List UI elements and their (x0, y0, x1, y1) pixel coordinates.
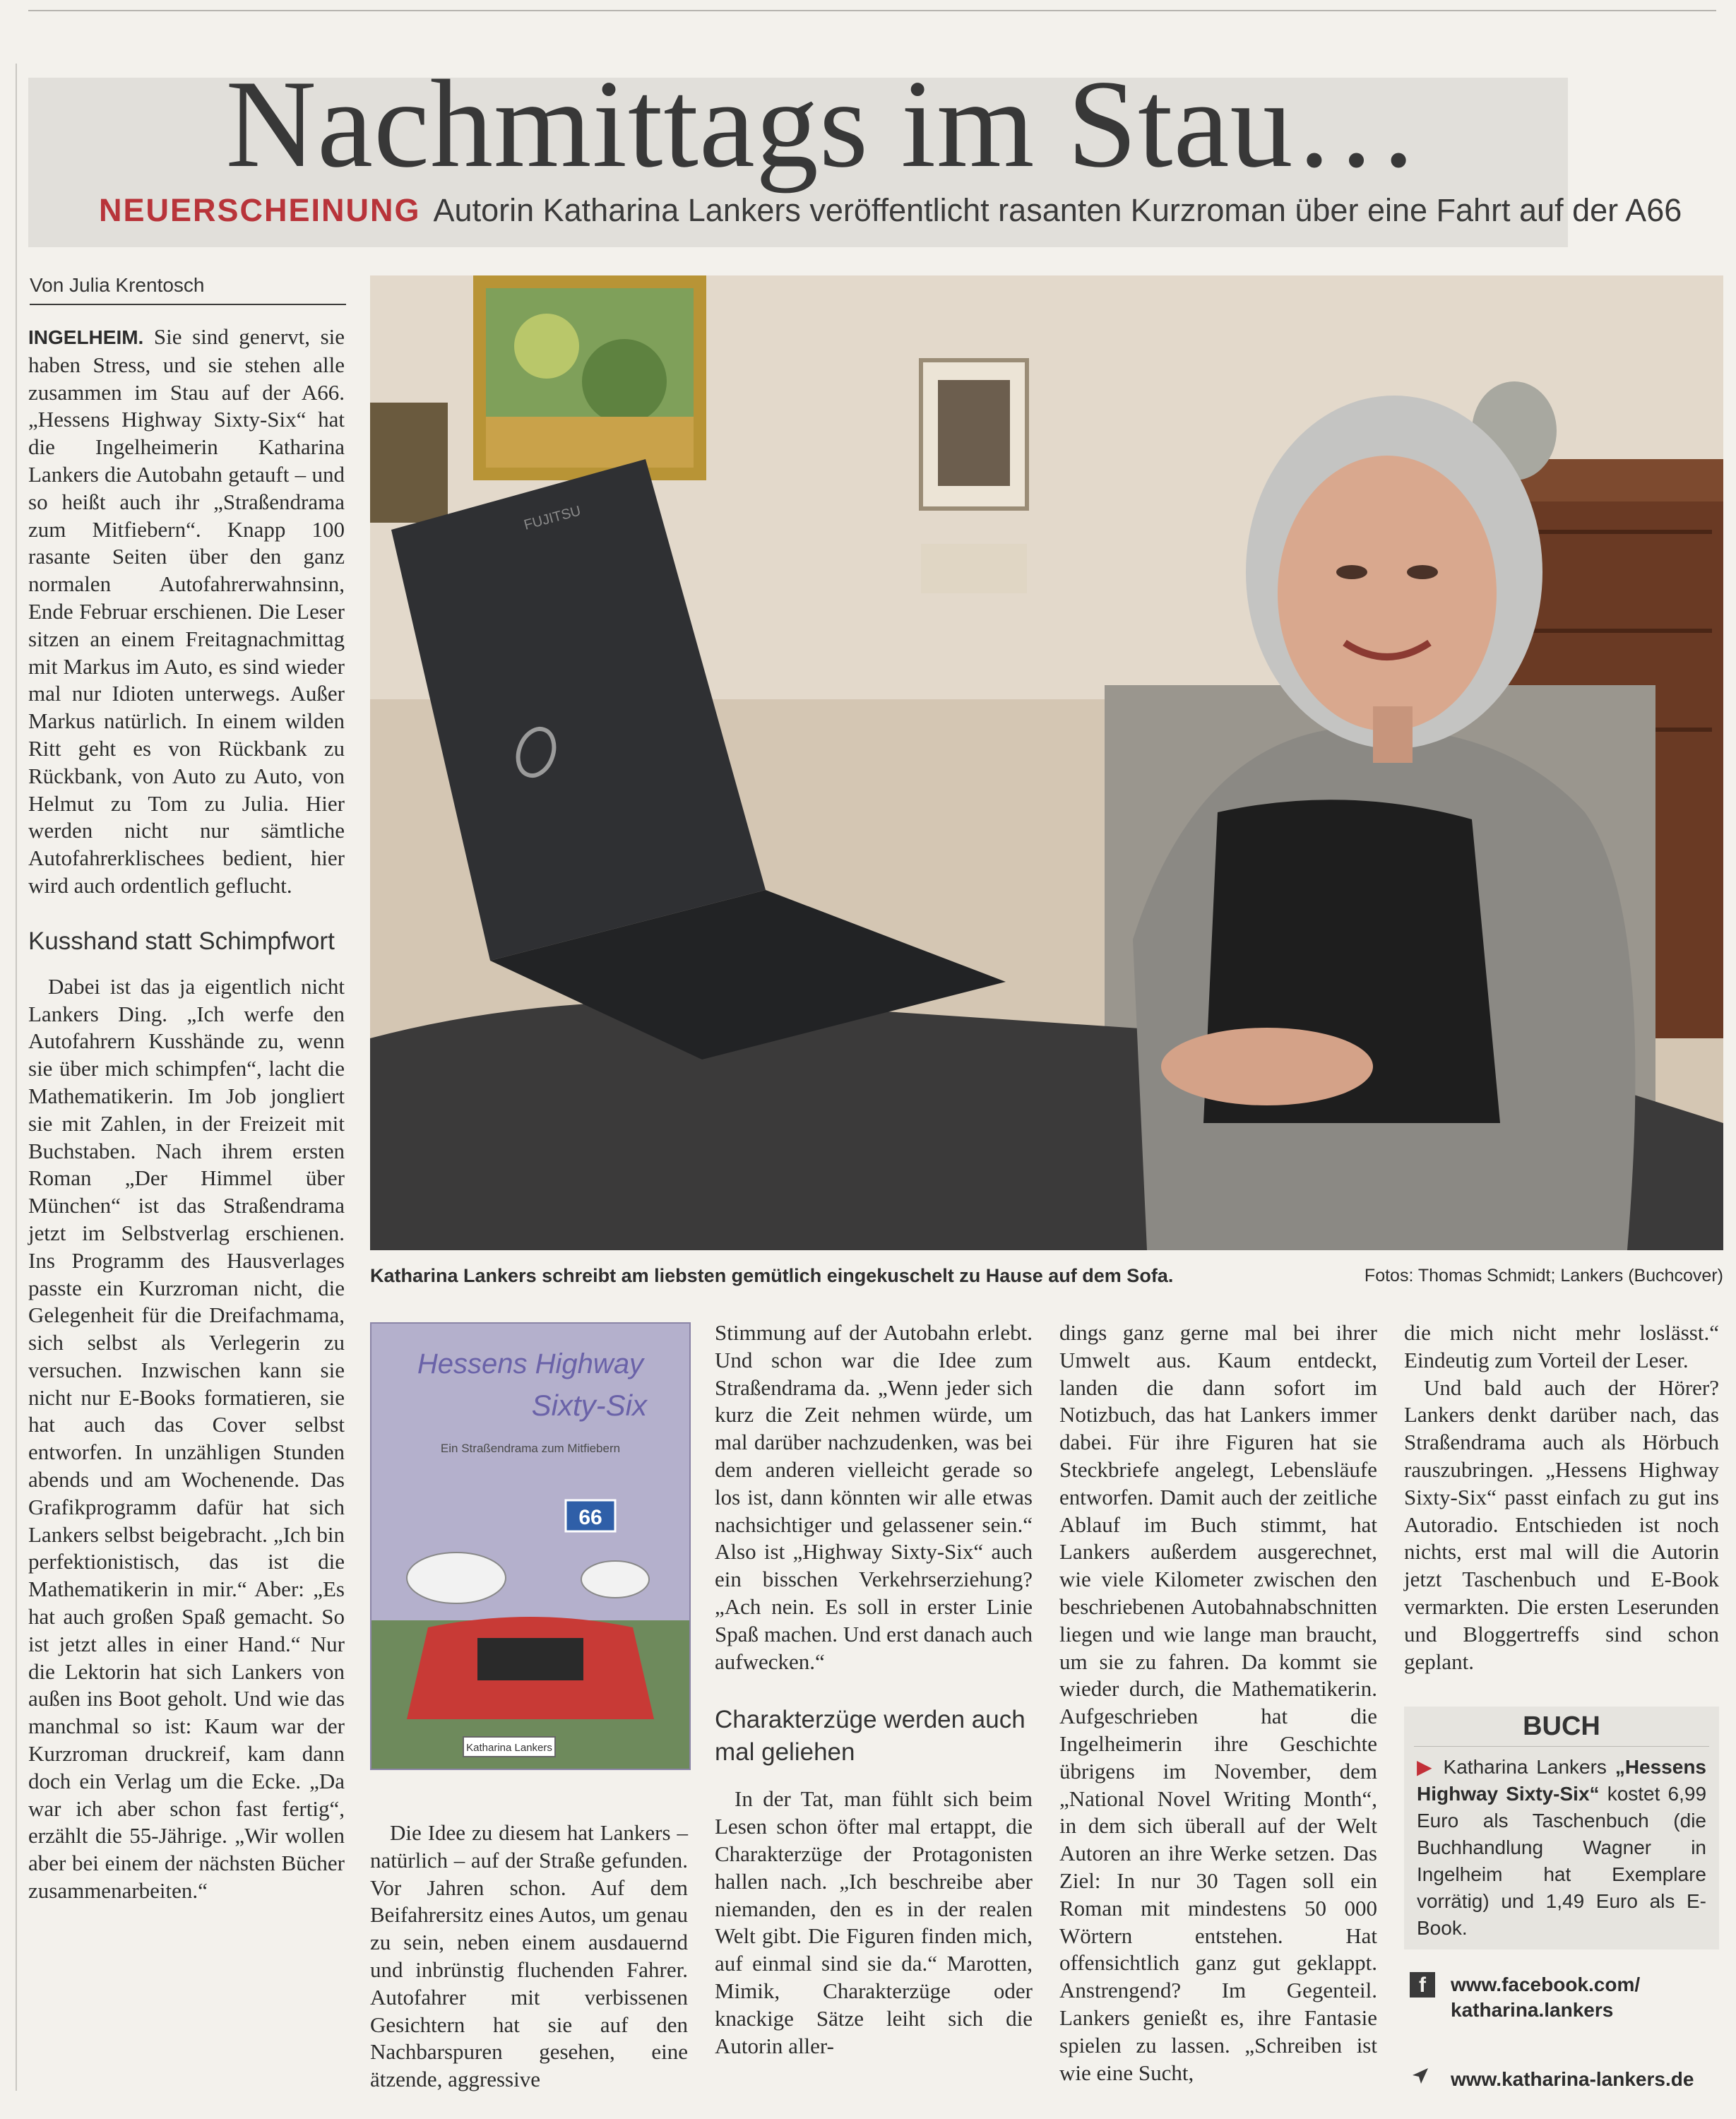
headline: Nachmittags im Stau… (225, 54, 1420, 194)
book-cover (370, 1322, 691, 1770)
main-photo (370, 275, 1723, 1250)
website-link[interactable] (1410, 2065, 1720, 2093)
body-paragraph: dings ganz gerne mal bei ihrer Umwelt aus. Kaum entdeckt, landen die dann sofort im Notizbuch, das hat Lankers immer dabei. Für ihre Figuren hat sie Steckbriefe angelegt, Lebensläufe entworfen. Damit auch der zeitliche Ablauf im Buch stimmt, hat Lankers außerdem ausgerechnet, wie viele Kilometer zwischen den beschriebenen Autobahnabschnitten liegen und wie lange man braucht, um sie zu fahren. Da kommt sie wieder durch, die Mathematikerin. Aufgeschrieben hat die Ingelheimerin ihre Geschichte übrigens im November, dem „National Novel Writing Month“, in dem sich überall auf der Welt Autoren an ihre Werke setzen. Das Ziel: In nur 30 Tagen soll ein Roman mit mindestens 50 000 Wörtern entstehen. Hat offensichtlich ganz gut geklappt. Anstrengend? Im Gegenteil. Lankers genießt es, ihre Fantasie spielen zu lassen. „Schreiben ist wie eine Sucht, (1059, 1320, 1377, 2085)
photo-caption-row (370, 1263, 1723, 1288)
dateline: INGELHEIM. (28, 326, 144, 348)
body-paragraph: Dabei ist das ja eigentlich nicht Lankers Ding. „Ich werfe den Autofahrern Kusshände zu, wenn sie über mich schimpfen“, lacht die Mathematikerin. Im Job jongliert sie mit Zahlen, in der Freizeit mit Buchstaben. Nach ihrem ersten Roman „Der Himmel über München“ ist das Straßendrama jetzt im Selbstverlag erschienen. Ins Programm des Hausverlages passte ein Kurzroman nicht, die Gelegenheit für die Dreifachmama, sich selbst als Verlegerin zu versuchen. Inzwischen kann sie nicht nur E-Books formatieren, sie hat auch das Cover selbst entworfen. In unzähligen Stunden abends und am Wochenende. Das Grafikprogramm dafür hat sich Lankers selbst beigebracht. „Ich bin perfektionistisch, das ist die Mathematikerin in mir.“ Aber: „Es hat auch großen Spaß gemacht. So ist jetzt alles in einer Hand.“ Nur die Lektorin hat sich Lankers von außen ins Boot geholt. Und wie das manchmal so ist: Kaum war der Kurzroman druckreif, kam dann doch ein Verlag um die Ecke. „Da war ich aber schon fast fertig“, erzählt die 55-Jährige. „Wir wollen aber bei einem der nächsten Bücher zusammenarbeiten.“ (28, 973, 345, 1904)
column-1 (28, 324, 345, 1905)
facebook-url-1: www.facebook.com/ (1451, 1973, 1641, 1995)
subheadline: Autorin Katharina Lankers veröffentlicht rasanten Kurzroman über eine Fahrt auf der A66 (433, 192, 1682, 228)
cover-sign-number: 66 (578, 1506, 602, 1529)
photo-credit: Fotos: Thomas Schmidt; Lankers (Buchcover) (1364, 1266, 1723, 1286)
byline: Von Julia Krentosch (30, 273, 346, 305)
body-paragraph: In der Tat, man fühlt sich beim Lesen schon öfter mal ertappt, die Charakterzüge der Protagonisten hallen nach. „Ich beschreibe aber niemanden, den es in der realen Welt gibt. Die Figuren finden mich, auf einmal sind sie da.“ Marotten, Mimik, Charakterzüge oder knackige Sätze leiht sich die Autorin aller- (715, 1786, 1033, 2058)
subhead-2: Charakterzüge werden auch mal geliehen (715, 1706, 1025, 1767)
column-5 (1404, 1319, 1719, 1675)
body-paragraph: die mich nicht mehr loslässt.“ Eindeutig zum Vorteil der Leser. (1404, 1320, 1719, 1372)
facebook-url-2: katharina.lankers (1451, 1999, 1614, 2021)
infobox-text (1404, 1747, 1719, 1949)
photo-illustration (370, 275, 1723, 1250)
cursor-arrow-icon (1410, 2065, 1435, 2093)
column-3 (715, 1319, 1033, 2060)
laptop-brand: FUJITSU (522, 503, 583, 533)
lead-paragraph (28, 324, 345, 900)
infobox-heading: BUCH (1414, 1707, 1709, 1747)
facebook-link[interactable] (1410, 1972, 1720, 2023)
subheadline-row (99, 189, 1695, 232)
infobox-price-text: kostet 6,99 Euro als Taschenbuch (die Buchhandlung Wagner in Ingelheim hat Exemplare vorrätig) und 1,49 Euro als E-Book. (1417, 1783, 1707, 1939)
infobox-lead: Katharina Lankers (1443, 1756, 1607, 1778)
body-paragraph: Stimmung auf der Autobahn erlebt. Und schon war die Idee zum Straßendrama da. „Wenn jeder sich kurz die Zeit nehmen würde, um mal darüber nachzudenken, was bei dem anderen vielleicht gerade so los ist, dann könnten wir alle etwas nachsichtiger und gelassener sein.“ Also ist „Highway Sixty-Six“ auch ein bisschen Verkehrserziehung? „Ach nein. Es soll in erster Linie Spaß machen. Und erst danach auch aufwecken.“ (715, 1320, 1033, 1674)
subhead-1: Kusshand statt Schimpfwort (28, 927, 335, 955)
cover-title-2: Sixty-Six (531, 1389, 647, 1422)
top-rule (28, 10, 1716, 11)
triangle-bullet-icon: ▶ (1417, 1756, 1435, 1778)
infobox-title: „Hessens Highway Sixty-Six“ (1417, 1756, 1706, 1805)
left-rule (16, 64, 17, 2091)
book-infobox (1404, 1707, 1719, 1949)
lead-text: Sie sind genervt, sie haben Stress, und sie stehen alle zusammen im Stau auf der A66. „Hessens Highway Sixty-Six“ hat die Ingelheimerin Katharina Lankers die Autobahn getauft – und so heißt auch ihr „Straßendrama zum Mitfiebern“. Knapp 100 rasante Seiten über den ganz normalen Autofahrerwahnsinn, Ende Februar erschienen. Die Leser sitzen an einem Freitagnachmittag mit Markus im Auto, es sind wieder mal nur Idioten unterwegs. Außer Markus natürlich. In einem wilden Ritt geht es von Rückbank zu Rückbank, von Auto zu Auto, von Helmut zu Tom zu Julia. Hier werden nicht nur sämtliche Autofahrerklischees bedient, hier wird auch ordentlich geflucht. (28, 324, 345, 898)
book-cover-art (371, 1324, 689, 1769)
facebook-icon: f (1410, 1972, 1435, 1998)
website-url: www.katharina-lankers.de (1451, 2067, 1694, 2090)
body-paragraph: Und bald auch der Hörer? Lankers denkt darüber nach, das Straßendrama auch als Hörbuch rauszubringen. „Hessens Highway Sixty-Six“ passt einfach zu gut ins Autoradio. Entschieden ist noch nichts, erst mal will die Autorin jetzt Taschenbuch und E-Book vermarkten. Die ersten Leserunden und Bloggertreffs sind schon geplant. (1404, 1375, 1719, 1674)
body-paragraph: Die Idee zu diesem hat Lankers – natürlich – auf der Straße gefunden. Vor Jahren schon. Auf dem Beifahrersitz eines Autos, um genau zu sein, neben einem ausdauernd und inbrünstig fluchenden Fahrer. Autofahrer mit verbissenen Gesichtern hat sie auf den Nachbarspuren gesehen, eine ätzende, aggressive (370, 1820, 688, 2092)
kicker: NEUERSCHEINUNG (99, 192, 421, 228)
column-2 (370, 1820, 688, 2094)
cover-author: Katharina Lankers (466, 1742, 552, 1754)
photo-caption: Katharina Lankers schreibt am liebsten gemütlich eingekuschelt zu Hause auf dem Sofa. (370, 1265, 1174, 1286)
cover-subtitle: Ein Straßendrama zum Mitfiebern (440, 1442, 621, 1455)
column-4 (1059, 1319, 1377, 2087)
cover-title-1: Hessens Highway (417, 1348, 644, 1379)
